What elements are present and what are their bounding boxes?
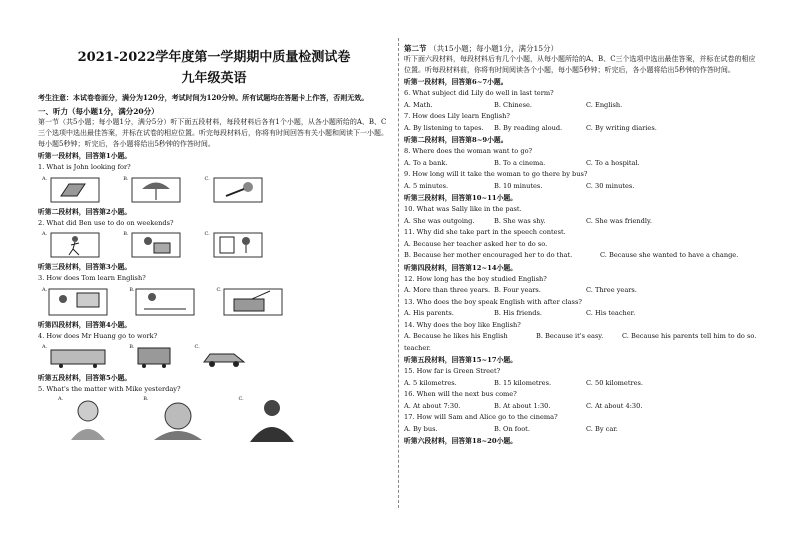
option-row [404,123,760,135]
material-3: 听第三段材料，回答第3小题。 [38,263,132,271]
answer-option: A. At about 7:30. [404,401,461,410]
answer-option: A. 5 minutes. [404,181,449,190]
q1-option-c: C. [204,176,265,204]
q2-option-a: A. [42,231,103,259]
train-picture [47,344,109,370]
answer-option: B. At about 1:30. [494,401,551,410]
notice: 考生注意：本试卷卷面分，满分为120分，考试时间为120分钟。所有试题均在答题卡上作答，否则无效。 [38,93,369,102]
answer-option: B. Because her mother encouraged her to do that. [404,251,573,259]
option-row [404,308,760,320]
right-column [404,40,760,447]
running-picture [47,231,103,259]
option-row [404,250,760,262]
answer-option: A. To a bank. [404,158,448,167]
question-4: 4. How does Mr Huang go to work? [38,331,158,340]
question-text: 7. How does Lily learn English? [404,112,510,120]
q1-option-b: B. [123,176,184,204]
question-2: 2. What did Ben use to do on weekends? [38,218,174,227]
painting-picture [210,231,266,259]
question-text: 8. Where does the woman want to go? [404,147,533,155]
option-row [404,424,760,436]
q3-option-b: B. [129,287,196,317]
material-label: 听第四段材料，回答第12~14小题。 [404,263,517,272]
answer-option: C. His teacher. [586,309,636,317]
answer-option: A. By listening to tapes. [404,123,484,132]
answer-option: B. Four years. [494,286,541,294]
option-row [404,216,760,228]
q3-option-a: A. [42,287,109,317]
question-text: A. Because her teacher asked her to do so. [404,239,548,248]
question-text: 9. How long will it take the woman to go there by bus? [404,170,588,178]
car-picture [200,344,250,370]
answer-option: C. 50 kilometres. [586,378,644,387]
option-row [404,331,760,354]
answer-option: B. She was shy. [494,216,546,225]
q4-option-c: C. [194,344,249,370]
computer-picture [47,287,109,317]
book-picture [47,176,103,204]
option-row [404,158,760,170]
material-1: 听第一段材料，回答第1小题。 [38,152,132,160]
question-text: 11. Why did she take part in the speech contest. [404,228,566,236]
option-row [404,285,760,297]
material-label: 听第五段材料，回答第15~17小题。 [404,356,517,364]
answer-option: B. Because it's easy. [536,332,604,340]
column-divider [398,38,399,508]
question-text: 10. What was Sally like in the past. [404,205,522,213]
exam-subtitle: 九年级英语 [181,71,247,86]
bus-picture [134,344,174,370]
q3-option-c: C. [216,287,283,317]
material-label: 听第一段材料，回答第6~7小题。 [404,78,508,86]
material-label: 听第三段材料，回答第10~11小题。 [404,194,517,202]
stomachache-picture [244,396,300,442]
material-2: 听第二段材料，回答第2小题。 [38,207,132,216]
answer-option: A. Because he likes his English teacher. [404,332,508,352]
option-row [404,100,760,112]
section1-intro: 第一节（共5小题；每小题1分，满分5分）听下面五段材料，每段材料后各有1个小题，从各小题所给的A、B、C三个选项中选出最佳答案，并标在试卷的相应位置。听完每段材料后，你将有时间回答有关小题和阅读下一小题。每小题5秒钟；听完后，各小题将给出5秒钟的作答时间。 [38,118,388,148]
question-text: 12. How long has the boy studied English? [404,274,547,283]
question-text: 13. Who does the boy speak English with after class? [404,297,582,306]
exam-title: 2021-2022学年度第一学期期中质量检测试卷 [77,50,351,65]
question-text: 6. What subject did Lily do well in last term? [404,89,554,97]
q4-option-a: A. [42,344,109,370]
question-1: 1. What is John looking for? [38,163,131,171]
answer-option: B. By reading aloud. [494,123,563,132]
answer-option: C. At about 4:30. [586,401,643,410]
q4-pictures [42,344,390,370]
answer-option: C. Because she wanted to have a change. [600,251,739,259]
answer-option: C. By writing diaries. [586,123,657,132]
part1-heading: 一、听力（每小题1分，满分20分） [38,107,159,116]
answer-option: A. 5 kilometres. [404,378,457,387]
q5-option-a: A. [58,396,113,442]
option-row [404,181,760,193]
question-text: 16. When will the next bus come? [404,390,517,398]
answer-option: B. Chinese. [494,100,532,109]
option-row [404,401,760,413]
answer-option: B. On foot. [494,424,530,433]
q5-option-b: B. [143,396,208,442]
q1-pictures [42,176,390,204]
headache-picture [63,396,113,442]
question-text: 15. How far is Green Street? [404,367,501,375]
question-5: 5. What's the matter with Mike yesterday? [38,385,181,393]
answer-option: B. To a cinema. [494,158,546,167]
answer-option: B. 15 kilometres. [494,378,552,387]
reading-picture [128,231,184,259]
answer-option: C. To a hospital. [586,158,640,167]
q5-pictures [58,396,390,442]
material-label: 听第二段材料，回答第8~9小题。 [404,136,508,144]
answer-option: A. Math. [404,100,433,109]
answer-option: C. 30 minutes. [586,181,635,190]
umbrella-picture [128,176,184,204]
q4-option-b: B. [129,344,174,370]
material-label: 听第六段材料，回答第18~20小题。 [404,437,517,445]
q2-option-c: C. [204,231,265,259]
answer-option: A. By bus. [404,424,438,433]
q3-pictures [42,287,390,317]
option-row [404,378,760,390]
answer-option: B. His friends. [494,309,542,317]
question-text: 17. How will Sam and Alice go to the cinema? [404,413,558,421]
part2-heading: 第二节 （共15小题；每小题1分，满分15分） [404,44,558,53]
q2-pictures [42,231,390,259]
writing-picture [134,287,196,317]
q1-option-a: A. [42,176,103,204]
material-4: 听第四段材料，回答第4小题。 [38,320,132,329]
q2-option-b: B. [123,231,184,259]
part2-questions [404,76,760,447]
material-5: 听第五段材料，回答第5小题。 [38,374,132,382]
answer-option: C. English. [586,100,623,109]
answer-option: C. Three years. [586,286,637,294]
answer-option: C. She was friendly. [586,216,652,225]
question-3: 3. How does Tom learn English? [38,274,146,282]
answer-option: A. She was outgoing. [404,216,475,225]
q5-option-c: C. [238,396,299,442]
section2-intro: 听下面六段材料，每段材料后有几个小题，从每小题所给的A、B、C三个选项中选出最佳答案，并标在试卷的相应位置。听每段材料前，你将有时间阅读各个小题，每小题5秒钟；听完后，各小题将给出5秒钟的作答时间。 [404,55,756,74]
left-column [38,40,390,442]
answer-option: A. His parents. [404,309,454,317]
answer-option: C. By car. [586,424,618,433]
toothache-picture [148,396,208,442]
tape-picture [222,287,284,317]
key-picture [210,176,266,204]
answer-option: A. More than three years. [404,286,491,294]
answer-option: B. 10 minutes. [494,181,543,190]
answer-option: C. Because his parents tell him to do so. [622,332,757,340]
question-text: 14. Why does the boy like English? [404,320,521,329]
